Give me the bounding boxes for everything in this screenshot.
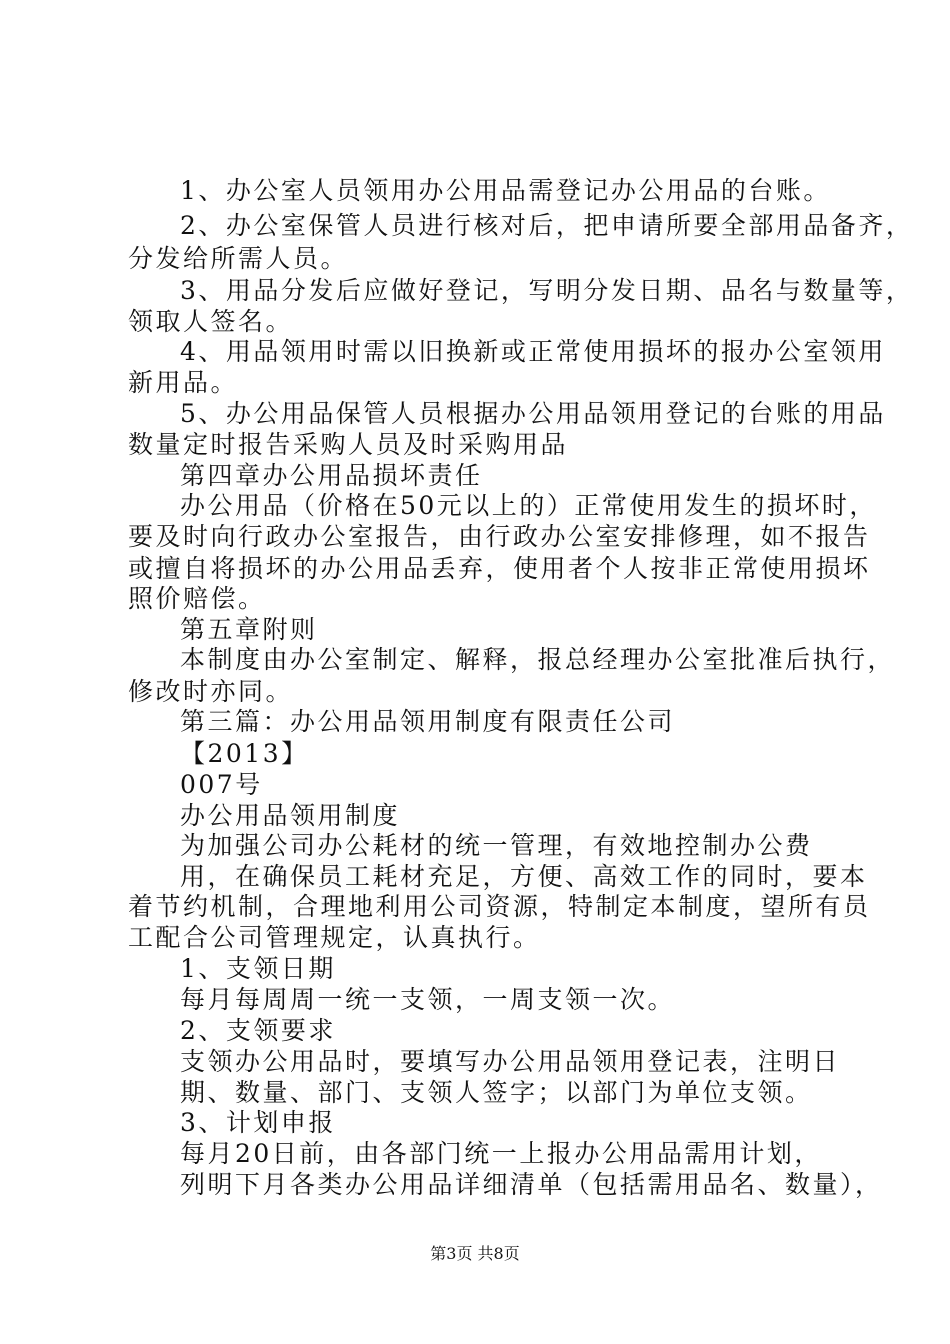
text-line: 办公用品（价格在50元以上的）正常使用发生的损坏时， — [180, 491, 877, 520]
text-line: 修改时亦同。 — [128, 677, 294, 706]
text-line: 新用品。 — [128, 368, 239, 397]
text-line: 照价赔偿。 — [128, 584, 266, 613]
text-line: 每月每周周一统一支领，一周支领一次。 — [180, 985, 676, 1014]
page-footer: 第3页 共8页 — [430, 1244, 520, 1263]
text-line: 4、用品领用时需以旧换新或正常使用损坏的报办公室领用 — [180, 337, 886, 366]
text-line: 列明下月各类办公用品详细清单（包括需用品名、数量）， — [180, 1170, 883, 1199]
text-line: 第三篇：办公用品领用制度有限责任公司 — [180, 707, 676, 736]
text-line: 007号 — [180, 770, 263, 799]
text-line: 为加强公司办公耗材的统一管理，有效地控制办公费 — [180, 831, 813, 860]
text-line: 5、办公用品保管人员根据办公用品领用登记的台账的用品 — [180, 399, 886, 428]
text-line: 或擅自将损坏的办公用品丢弃，使用者个人按非正常使用损坏 — [128, 554, 871, 583]
text-line: 数量定时报告采购人员及时采购用品 — [128, 430, 569, 459]
text-line: 3、计划申报 — [180, 1108, 336, 1137]
text-line: 1、支领日期 — [180, 954, 336, 983]
text-line: 要及时向行政办公室报告，由行政办公室安排修理，如不报告 — [128, 522, 871, 551]
text-line: 第五章附则 — [180, 615, 318, 644]
text-line: 用，在确保员工耗材充足，方便、高效工作的同时，要本 — [180, 862, 868, 891]
text-line: 2、支领要求 — [180, 1016, 336, 1045]
text-line: 每月20日前，由各部门统一上报办公用品需用计划， — [180, 1139, 822, 1168]
text-line: 分发给所需人员。 — [128, 244, 349, 273]
text-line: 工配合公司管理规定，认真执行。 — [128, 923, 541, 952]
text-line: 第四章办公用品损坏责任 — [180, 461, 483, 490]
text-line: 本制度由办公室制定、解释，报总经理办公室批准后执行， — [180, 645, 896, 674]
text-line: 办公用品领用制度 — [180, 801, 401, 830]
text-line: 支领办公用品时，要填写办公用品领用登记表，注明日 — [180, 1047, 841, 1076]
text-line: 领取人签名。 — [128, 307, 294, 336]
text-line: 3、用品分发后应做好登记，写明分发日期、品名与数量等， — [180, 276, 914, 305]
text-line: 期、数量、部门、支领人签字；以部门为单位支领。 — [180, 1078, 813, 1107]
text-line: 1、办公室人员领用办公用品需登记办公用品的台账。 — [180, 176, 831, 205]
text-line: 【2013】 — [180, 739, 309, 768]
text-line: 着节约机制，合理地利用公司资源，特制定本制度，望所有员 — [128, 892, 871, 921]
text-line: 2、办公室保管人员进行核对后，把申请所要全部用品备齐， — [180, 211, 914, 240]
